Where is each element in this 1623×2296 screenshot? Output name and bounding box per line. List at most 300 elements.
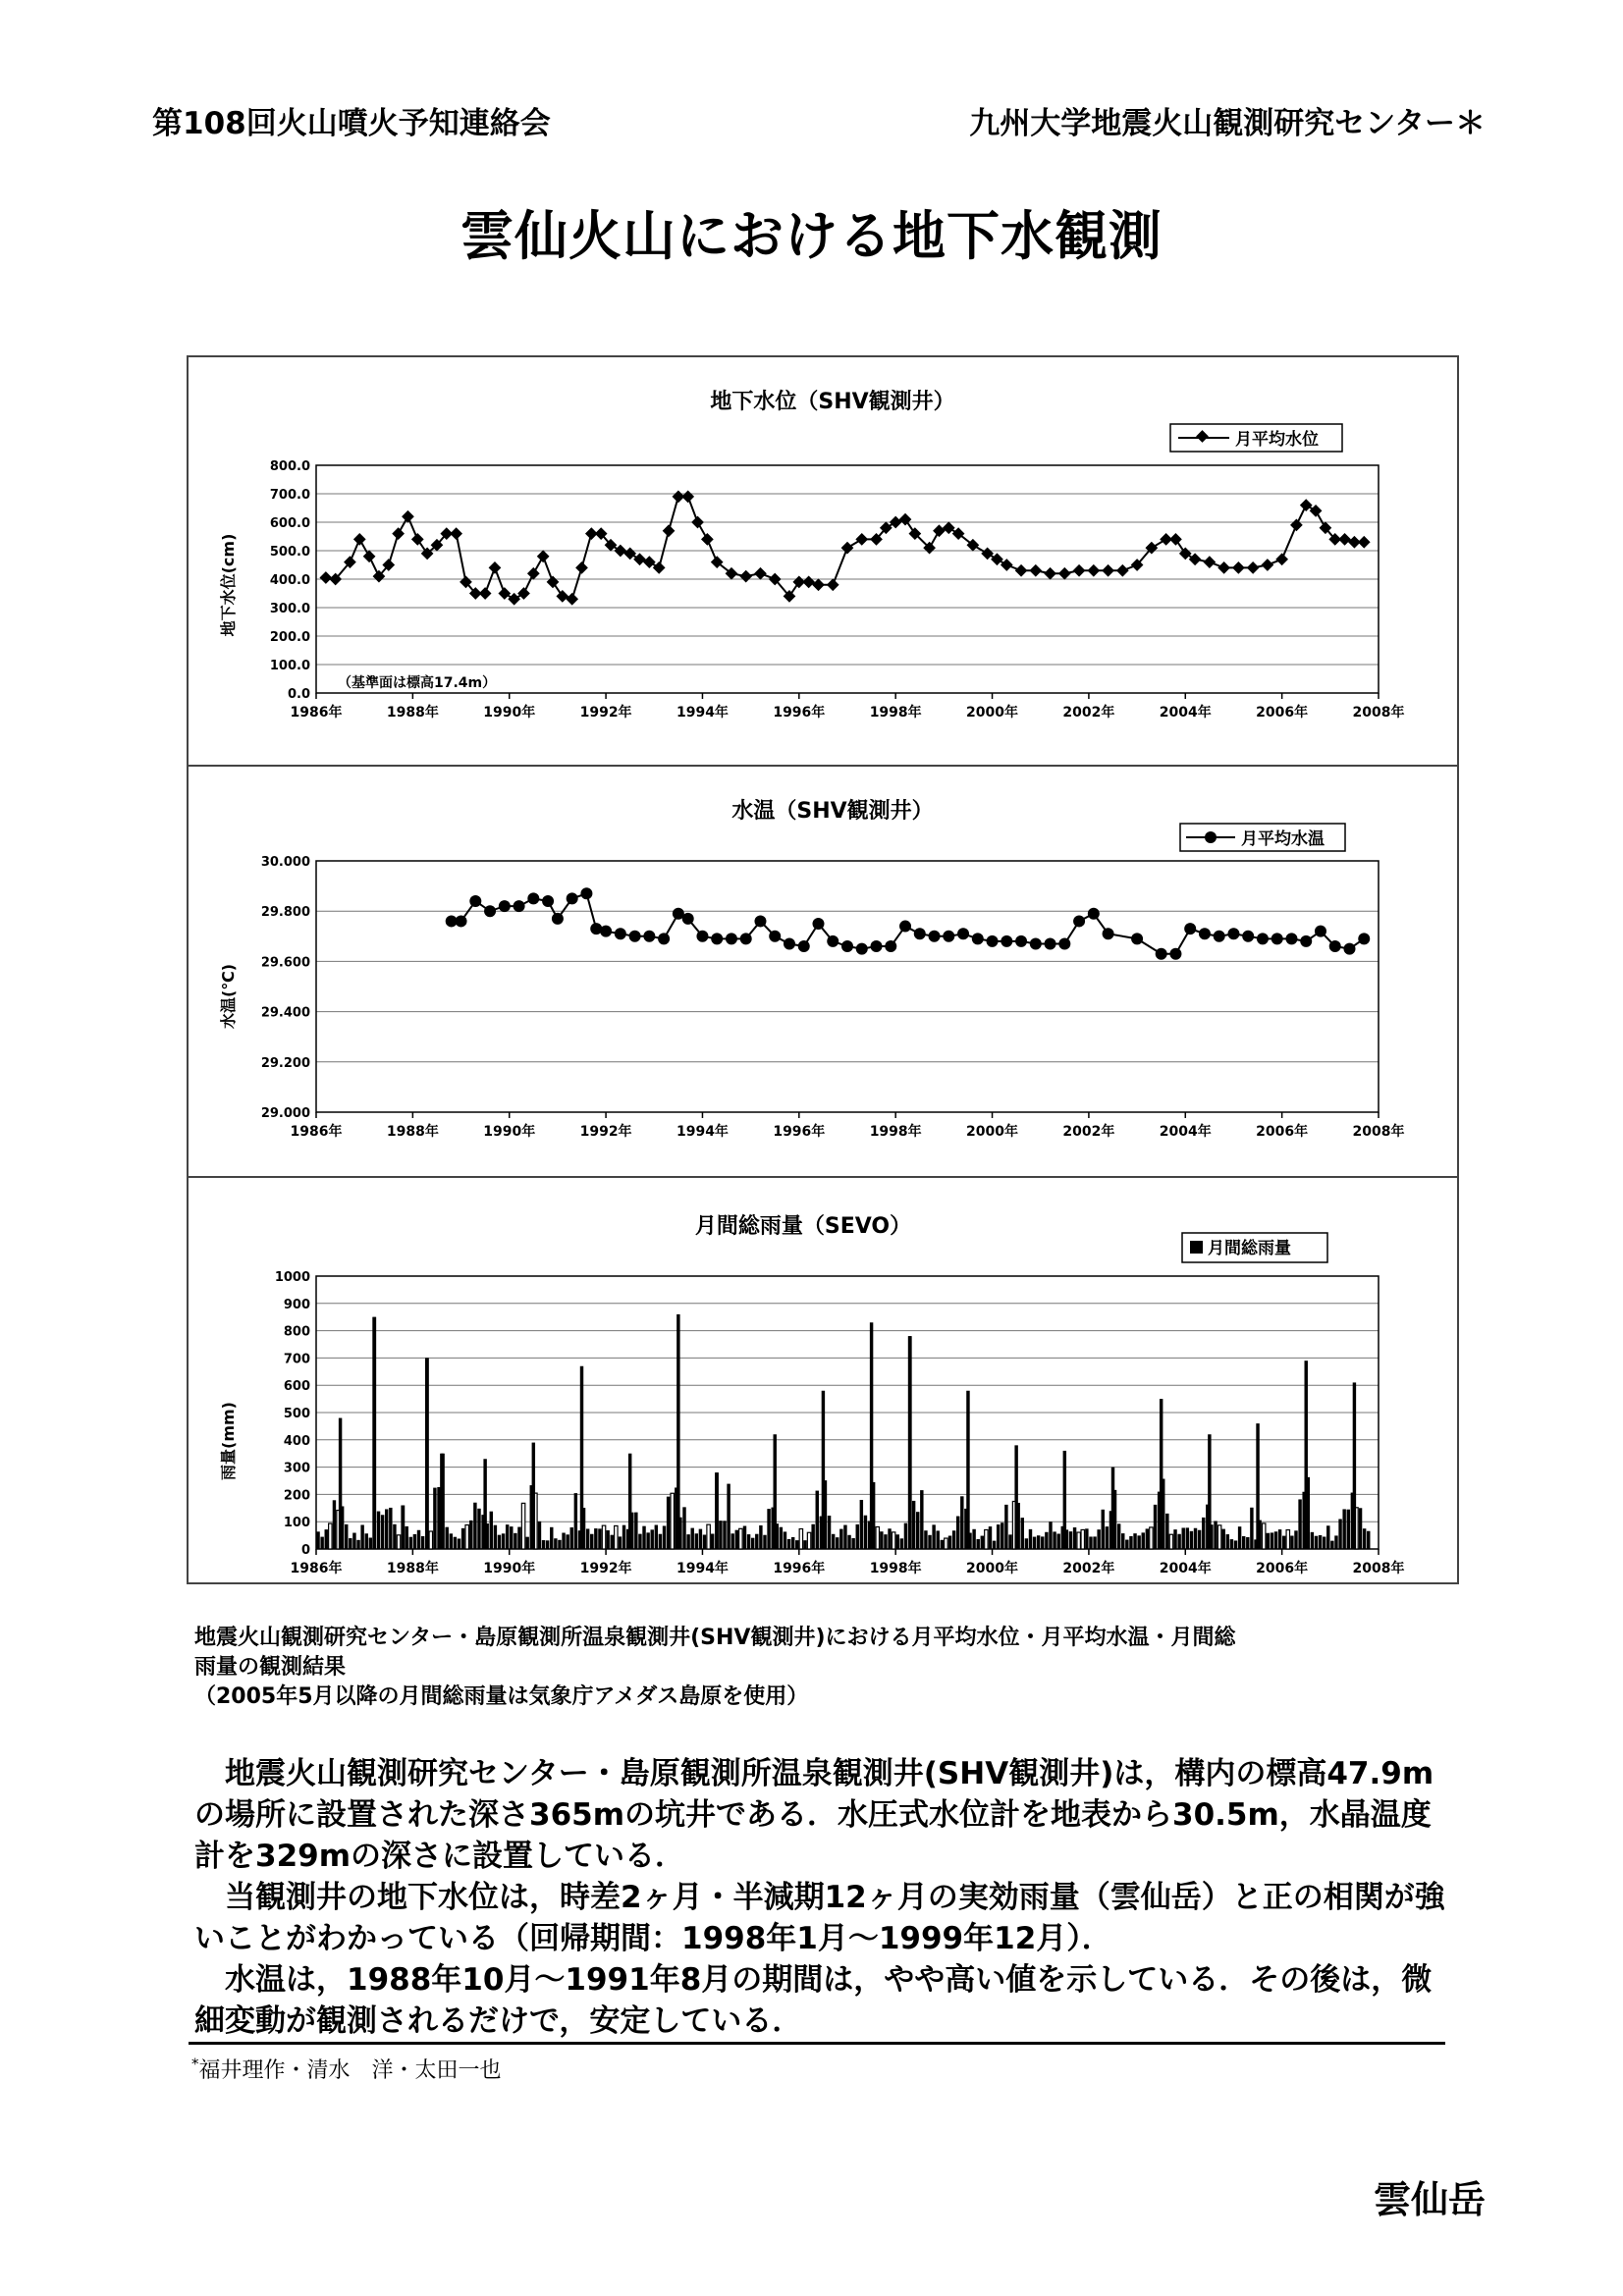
y-tick-label: 0 xyxy=(300,1543,310,1558)
data-point xyxy=(484,905,496,917)
temperature-chart xyxy=(189,767,1457,1176)
rain-bar xyxy=(385,1509,388,1549)
rain-bar xyxy=(1089,1536,1092,1549)
data-point xyxy=(899,921,911,933)
legend-marker-icon xyxy=(1190,1241,1203,1254)
data-point xyxy=(600,926,612,937)
water-level-panel xyxy=(189,357,1457,765)
rain-peak-bar xyxy=(774,1434,777,1549)
rain-bar xyxy=(550,1527,553,1549)
rain-bar xyxy=(880,1531,883,1549)
rain-peak-bar xyxy=(676,1314,679,1549)
rain-bar xyxy=(606,1530,609,1549)
volcano-name: 雲仙岳 xyxy=(1373,2178,1486,2221)
x-tick-label: 2006年 xyxy=(1256,705,1309,721)
body-paragraph: 地震火山観測研究センター・島原観測所温泉観測井(SHV観測井)は，構内の標高47.9mの場所に設置された深さ365mの坑井である．水圧式水位計を地表から30.5m，水晶温度計を329mの深さに設置している． xyxy=(194,1756,1434,1874)
rain-bar xyxy=(352,1533,355,1549)
y-tick-label: 0.0 xyxy=(287,687,310,702)
rain-bar xyxy=(1330,1541,1333,1549)
rain-bar xyxy=(1226,1534,1229,1549)
x-tick-label: 1996年 xyxy=(773,1124,826,1140)
rain-bar xyxy=(932,1524,935,1549)
data-point xyxy=(1300,499,1313,511)
rain-peak-bar xyxy=(822,1391,825,1549)
data-point xyxy=(633,553,646,565)
x-tick-label: 2006年 xyxy=(1256,1124,1309,1140)
rain-bar xyxy=(498,1535,501,1549)
rain-bar xyxy=(1169,1534,1172,1549)
rain-bar xyxy=(1298,1499,1301,1549)
rain-bar xyxy=(1198,1530,1201,1549)
data-point xyxy=(643,931,655,942)
data-point xyxy=(740,933,752,944)
rain-bar xyxy=(517,1527,520,1549)
rain-bar xyxy=(433,1488,436,1549)
rain-bar xyxy=(1271,1532,1273,1549)
x-tick-label: 1988年 xyxy=(386,1124,439,1140)
rain-bar xyxy=(1077,1532,1080,1549)
rain-peak-bar xyxy=(1160,1399,1163,1549)
data-point xyxy=(1338,533,1351,546)
data-point xyxy=(726,933,737,944)
rain-bar xyxy=(417,1530,420,1549)
rain-bar xyxy=(546,1540,549,1549)
rain-bar xyxy=(847,1535,850,1549)
rain-bar xyxy=(1173,1529,1176,1549)
data-point xyxy=(456,915,467,927)
data-point xyxy=(681,491,694,504)
rain-peak-bar xyxy=(628,1454,631,1549)
rain-bar xyxy=(723,1521,726,1549)
data-point xyxy=(479,587,492,600)
data-point xyxy=(517,587,530,600)
rain-bar xyxy=(1129,1536,1132,1549)
rainfall-title: 月間総雨量（SEVO） xyxy=(694,1214,912,1239)
rain-bar xyxy=(682,1507,685,1549)
rain-bar xyxy=(611,1535,614,1549)
water-level-chart xyxy=(189,357,1457,765)
rain-bar xyxy=(1246,1537,1249,1549)
rain-bar xyxy=(1221,1529,1224,1549)
data-point xyxy=(1214,931,1225,942)
rain-peak-bar xyxy=(966,1391,969,1549)
y-tick-label: 800.0 xyxy=(269,459,310,474)
x-tick-label: 2000年 xyxy=(966,705,1019,721)
data-point xyxy=(623,548,636,561)
rain-bar xyxy=(888,1528,891,1549)
rain-bar xyxy=(1053,1531,1055,1549)
data-point xyxy=(1087,564,1100,577)
rain-bar xyxy=(928,1535,931,1549)
rain-bar xyxy=(461,1528,464,1549)
rain-bar xyxy=(719,1521,722,1549)
rain-bar xyxy=(730,1533,733,1549)
rain-bar xyxy=(622,1525,625,1549)
caption-line-1: 地震火山観測研究センター・島原観測所温泉観測井(SHV観測井)における月平均水位・月平均水温・月間総 xyxy=(194,1626,1236,1650)
rain-bar xyxy=(558,1540,561,1549)
data-point xyxy=(1358,536,1371,549)
x-tick-label: 2004年 xyxy=(1159,1124,1212,1140)
legend-label: 月平均水位 xyxy=(1235,430,1319,450)
temperature-title: 水温（SHV観測井） xyxy=(731,799,934,824)
rain-bar xyxy=(1286,1530,1289,1549)
x-tick-label: 2004年 xyxy=(1159,1561,1212,1576)
data-point xyxy=(1262,559,1274,571)
y-tick-label: 600 xyxy=(283,1379,310,1395)
data-point xyxy=(1232,561,1245,574)
y-tick-label: 500 xyxy=(283,1407,310,1421)
data-point xyxy=(353,533,366,546)
rain-bar xyxy=(574,1493,577,1549)
rain-bar xyxy=(735,1530,738,1549)
data-point xyxy=(991,553,1003,565)
rain-bar xyxy=(538,1522,541,1549)
legend-label: 月間総雨量 xyxy=(1208,1239,1291,1258)
rain-bar xyxy=(1033,1537,1036,1549)
data-point xyxy=(498,587,511,600)
rain-bar xyxy=(502,1533,505,1549)
data-point xyxy=(1179,548,1192,561)
y-tick-label: 29.800 xyxy=(260,905,310,921)
rain-bar xyxy=(960,1496,963,1549)
rain-bar xyxy=(1102,1510,1105,1549)
data-point xyxy=(827,935,839,947)
rain-bar xyxy=(1049,1522,1052,1549)
rain-bar xyxy=(671,1493,674,1549)
data-point xyxy=(527,892,539,904)
y-tick-label: 100.0 xyxy=(269,659,310,673)
data-point xyxy=(1116,564,1129,577)
rain-peak-bar xyxy=(1111,1468,1114,1549)
x-tick-label: 1988年 xyxy=(386,1561,439,1576)
rain-bar xyxy=(590,1534,593,1549)
rain-bar xyxy=(1315,1536,1318,1549)
rain-bar xyxy=(916,1512,919,1549)
x-tick-label: 2008年 xyxy=(1352,705,1405,721)
rain-bar xyxy=(320,1537,323,1549)
data-point xyxy=(784,937,795,949)
x-tick-label: 1998年 xyxy=(869,705,922,721)
rain-bar xyxy=(510,1526,513,1549)
data-point xyxy=(802,576,815,589)
rain-bar xyxy=(602,1525,605,1549)
data-point xyxy=(1058,567,1071,580)
water-level-title: 地下水位（SHV観測井） xyxy=(710,390,955,414)
data-point xyxy=(754,915,766,927)
rain-bar xyxy=(1186,1527,1189,1549)
rain-bar xyxy=(325,1529,328,1549)
rain-peak-bar xyxy=(580,1366,583,1549)
rain-bar xyxy=(360,1524,363,1549)
rain-bar xyxy=(976,1539,979,1549)
data-point xyxy=(566,593,578,606)
rain-bar xyxy=(473,1503,476,1549)
rain-bar xyxy=(413,1534,416,1549)
rain-bar xyxy=(956,1517,959,1549)
rain-peak-bar xyxy=(1353,1382,1356,1549)
rain-bar xyxy=(739,1528,742,1549)
data-point xyxy=(1073,915,1085,927)
x-tick-label: 1994年 xyxy=(676,705,729,721)
rain-bar xyxy=(864,1516,867,1549)
rain-bar xyxy=(1326,1525,1329,1549)
datum-note: （基準面は標高17.4m） xyxy=(338,675,497,691)
rain-bar xyxy=(1133,1533,1136,1549)
rain-bar xyxy=(856,1524,859,1549)
data-point xyxy=(653,561,666,574)
rain-bar xyxy=(642,1526,645,1549)
x-tick-label: 1992年 xyxy=(579,1124,632,1140)
data-point xyxy=(527,567,540,580)
y-tick-label: 29.000 xyxy=(260,1106,310,1121)
figure-frame xyxy=(187,355,1459,1584)
data-point xyxy=(1015,935,1027,947)
rain-bar xyxy=(369,1538,372,1549)
rain-bar xyxy=(1121,1533,1124,1549)
rain-bar xyxy=(655,1525,658,1549)
rain-bar xyxy=(832,1534,835,1549)
rain-peak-bar xyxy=(440,1454,443,1549)
rain-bar xyxy=(377,1512,380,1549)
rain-bar xyxy=(570,1527,573,1549)
rain-peak-bar xyxy=(339,1418,342,1549)
rain-peak-bar xyxy=(1256,1423,1259,1549)
data-point xyxy=(547,576,560,589)
rain-bar xyxy=(1008,1534,1011,1549)
rain-bar xyxy=(1290,1536,1293,1549)
data-point xyxy=(402,510,414,523)
rain-bar xyxy=(450,1533,453,1549)
data-point xyxy=(1189,553,1202,565)
data-point xyxy=(1001,559,1013,571)
rain-bar xyxy=(1165,1514,1168,1549)
rain-bar xyxy=(803,1540,806,1549)
rainfall-ylabel: 雨量(mm) xyxy=(219,1402,238,1480)
data-point xyxy=(987,935,999,947)
data-point xyxy=(319,571,332,584)
rain-bar xyxy=(1097,1529,1100,1549)
rain-bar xyxy=(1125,1540,1128,1549)
rain-bar xyxy=(780,1527,783,1549)
rain-peak-bar xyxy=(372,1317,375,1549)
x-tick-label: 2004年 xyxy=(1159,705,1212,721)
rain-bar xyxy=(884,1534,887,1549)
rain-bar xyxy=(421,1536,424,1549)
data-point xyxy=(1169,948,1181,960)
rain-bar xyxy=(828,1516,831,1549)
rain-bar xyxy=(900,1538,903,1549)
rain-bar xyxy=(860,1500,863,1549)
rain-bar xyxy=(667,1497,670,1549)
data-point xyxy=(575,561,588,574)
rainfall-chart xyxy=(189,1178,1457,1582)
y-tick-label: 400 xyxy=(283,1433,310,1449)
rain-bar xyxy=(690,1528,693,1549)
rain-bar xyxy=(948,1536,951,1549)
data-point xyxy=(629,931,641,942)
rain-bar xyxy=(912,1501,915,1549)
data-point xyxy=(1044,567,1056,580)
rain-bar xyxy=(795,1540,798,1549)
rain-bar xyxy=(1069,1531,1072,1549)
rain-bar xyxy=(1274,1531,1277,1549)
rain-bar xyxy=(598,1528,601,1549)
rain-bar xyxy=(1194,1528,1197,1549)
rain-bar xyxy=(1323,1536,1325,1549)
y-tick-label: 300.0 xyxy=(269,602,310,616)
data-point xyxy=(1045,937,1056,949)
caption-line-3: （2005年5月以降の月間総雨量は気象庁アメダス島原を使用） xyxy=(194,1684,809,1709)
rain-bar xyxy=(1037,1535,1040,1549)
rain-bar xyxy=(333,1500,336,1549)
data-point xyxy=(855,533,868,546)
y-tick-label: 700 xyxy=(283,1352,310,1367)
rain-bar xyxy=(594,1528,597,1549)
rain-bar xyxy=(469,1521,472,1549)
data-point xyxy=(812,918,824,930)
rain-bar xyxy=(1230,1539,1233,1549)
x-tick-label: 1988年 xyxy=(386,705,439,721)
rain-bar xyxy=(1262,1523,1265,1549)
rain-bar xyxy=(381,1515,384,1549)
rain-bar xyxy=(646,1532,649,1549)
data-point xyxy=(643,556,656,568)
rain-bar xyxy=(941,1540,944,1549)
rain-bar xyxy=(1347,1510,1350,1549)
y-tick-label: 900 xyxy=(283,1297,310,1312)
rain-bar xyxy=(981,1536,984,1549)
rain-peak-bar xyxy=(1014,1445,1017,1549)
rain-bar xyxy=(356,1540,359,1549)
rain-bar xyxy=(1154,1505,1157,1549)
rain-bar xyxy=(405,1526,407,1549)
rain-bar xyxy=(703,1535,706,1549)
y-tick-label: 200.0 xyxy=(269,630,310,645)
rain-bar xyxy=(1117,1523,1120,1549)
rain-bar xyxy=(763,1535,766,1549)
temperature-legend xyxy=(1180,824,1345,851)
data-point xyxy=(552,913,564,925)
data-point xyxy=(972,933,984,944)
rain-bar xyxy=(365,1533,368,1549)
rain-bar xyxy=(1238,1526,1241,1549)
rain-bar xyxy=(686,1534,689,1549)
data-point xyxy=(1184,923,1196,934)
data-point xyxy=(469,895,481,907)
data-point xyxy=(1103,928,1114,939)
data-point xyxy=(514,900,525,912)
rain-bar xyxy=(1001,1522,1003,1549)
rain-peak-bar xyxy=(1305,1361,1308,1549)
data-point xyxy=(841,940,853,952)
rain-bar xyxy=(477,1509,480,1549)
rain-bar xyxy=(389,1508,392,1549)
rain-bar xyxy=(634,1513,637,1549)
footnote xyxy=(191,2054,502,2084)
rain-bar xyxy=(1234,1540,1237,1549)
rain-bar xyxy=(659,1534,662,1549)
rain-bar xyxy=(458,1538,460,1549)
y-tick-label: 600.0 xyxy=(269,516,310,531)
y-tick-label: 300 xyxy=(283,1461,310,1476)
water-level-legend xyxy=(1170,424,1342,452)
rain-bar xyxy=(924,1530,927,1549)
rain-bar xyxy=(896,1534,899,1549)
rain-bar xyxy=(791,1537,794,1549)
x-tick-label: 1990年 xyxy=(483,705,536,721)
temperature-panel xyxy=(189,767,1457,1176)
rain-bar xyxy=(1267,1533,1270,1549)
data-point xyxy=(885,940,896,952)
y-tick-label: 500.0 xyxy=(269,545,310,560)
rain-bar xyxy=(985,1529,988,1549)
data-point xyxy=(658,933,670,944)
rain-bar xyxy=(1045,1532,1048,1549)
x-tick-label: 1990年 xyxy=(483,1124,536,1140)
rain-bar xyxy=(542,1540,545,1549)
rain-bar xyxy=(784,1531,786,1549)
x-tick-label: 1986年 xyxy=(290,705,343,721)
rain-bar xyxy=(851,1538,854,1549)
rain-bar xyxy=(1334,1535,1337,1549)
rain-bar xyxy=(989,1526,992,1549)
rain-peak-bar xyxy=(1063,1451,1066,1549)
body-paragraph: 当観測井の地下水位は，時差2ヶ月・半減期12ヶ月の実効雨量（雲仙岳）と正の相関が強いことがわかっている（回帰期間：1998年1月〜1999年12月）． xyxy=(194,1880,1445,1956)
rain-bar xyxy=(1242,1536,1245,1549)
rain-bar xyxy=(1056,1533,1059,1549)
x-tick-label: 1986年 xyxy=(290,1561,343,1576)
data-point xyxy=(841,542,854,555)
rain-peak-bar xyxy=(870,1322,873,1549)
rain-bar xyxy=(494,1525,497,1549)
data-point xyxy=(1001,935,1012,947)
y-tick-label: 29.600 xyxy=(260,955,310,971)
rain-bar xyxy=(952,1530,955,1549)
data-point xyxy=(489,561,502,574)
rain-bar xyxy=(554,1538,557,1549)
x-tick-label: 2000年 xyxy=(966,1561,1019,1576)
y-tick-label: 100 xyxy=(283,1516,310,1531)
rain-bar xyxy=(521,1503,524,1549)
footnote-rule xyxy=(189,2042,1445,2045)
y-tick-label: 700.0 xyxy=(269,488,310,503)
caption-line-2: 雨量の観測結果 xyxy=(194,1655,347,1680)
rain-bar xyxy=(1278,1529,1281,1549)
data-point xyxy=(1290,519,1303,532)
footnote-mark: * xyxy=(191,2055,199,2073)
data-point xyxy=(957,928,969,939)
rain-bar xyxy=(747,1534,750,1549)
rain-bar xyxy=(619,1536,622,1549)
water-level-ylabel: 地下水位(cm) xyxy=(219,533,238,637)
rain-bar xyxy=(920,1490,923,1549)
rain-bar xyxy=(843,1525,846,1549)
rain-bar xyxy=(751,1538,754,1549)
rain-bar xyxy=(799,1529,802,1549)
rain-bar xyxy=(699,1529,702,1549)
rain-bar xyxy=(1367,1531,1370,1549)
temperature-ylabel: 水温(℃) xyxy=(219,963,238,1030)
data-point xyxy=(812,578,825,591)
rain-bar xyxy=(465,1525,468,1549)
data-point xyxy=(1015,564,1028,577)
data-point xyxy=(1102,564,1114,577)
rain-bar xyxy=(1142,1532,1145,1549)
data-point xyxy=(1343,943,1355,955)
x-tick-label: 1990年 xyxy=(483,1561,536,1576)
rain-bar xyxy=(1190,1531,1193,1549)
data-point xyxy=(696,931,708,942)
